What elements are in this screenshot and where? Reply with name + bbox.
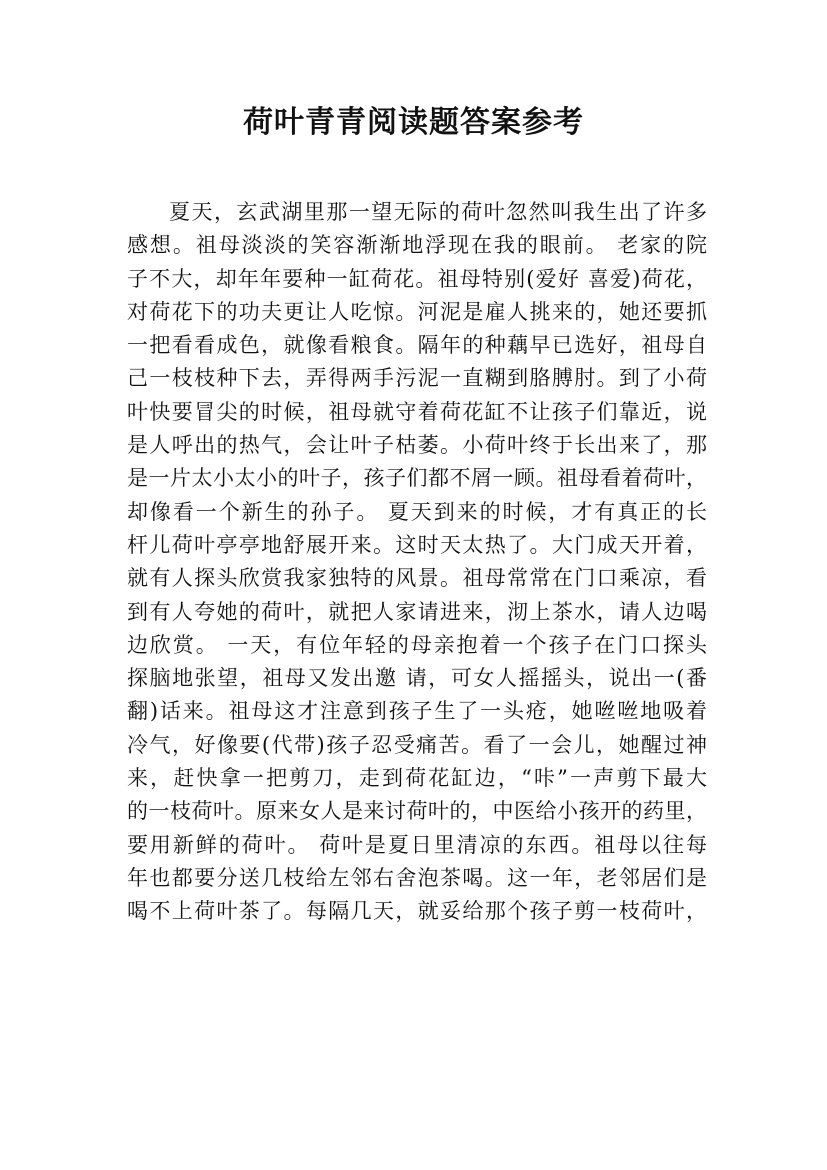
body-line: 冷气，好像要(代带)孩子忍受痛苦。看了一会儿，她醒过神 bbox=[127, 732, 707, 757]
body-line: 夏天，玄武湖里那一望无际的荷叶忽然叫我生出了许多 bbox=[169, 200, 707, 224]
body-line: 喝不上荷叶茶了。每隔几天，就妥给那个孩子剪一枝荷叶， bbox=[127, 899, 707, 924]
body-line: 一把看看成色，就像看粮食。隔年的种藕早已选好，祖母自 bbox=[127, 333, 707, 358]
body-line: 感想。祖母淡淡的笑容渐渐地浮现在我的眼前。 老家的院 bbox=[127, 233, 707, 258]
body-line: 就有人探头欣赏我家独特的风景。祖母常常在门口乘凉，看 bbox=[127, 566, 707, 591]
document-title: 荷叶青青阅读题答案参考 bbox=[243, 105, 584, 140]
body-line: 是人呼出的热气，会让叶子枯萎。小荷叶终于长出来了，那 bbox=[127, 433, 707, 458]
body-line: 翻)话来。祖母这才注意到孩子生了一头疮，她咝咝地吸着 bbox=[127, 699, 707, 724]
body-line: 子不大，却年年要种一缸荷花。祖母特别(爱好 喜爱)荷花， bbox=[127, 266, 707, 291]
document-body bbox=[127, 196, 707, 929]
body-line: 要用新鲜的荷叶。 荷叶是夏日里清凉的东西。祖母以往每 bbox=[127, 832, 707, 857]
body-line: 边欣赏。 一天，有位年轻的母亲抱着一个孩子在门口探头 bbox=[127, 632, 707, 657]
body-line: 叶快要冒尖的时候，祖母就守着荷花缸不让孩子们靠近，说 bbox=[127, 399, 707, 424]
body-line: 对荷花下的功夫更让人吃惊。河泥是雇人挑来的，她还要抓 bbox=[127, 299, 707, 324]
body-line: 是一片太小太小的叶子，孩子们都不屑一顾。祖母看着荷叶， bbox=[127, 466, 707, 491]
body-line: 到有人夸她的荷叶，就把人家请进来，沏上茶水，请人边喝 bbox=[127, 599, 707, 624]
body-line: 来，赶快拿一把剪刀，走到荷花缸边，“咔”一声剪下最大 bbox=[127, 766, 707, 791]
body-line: 探脑地张望，祖母又发出邀 请，可女人摇摇头，说出一(番 bbox=[127, 666, 707, 691]
body-line: 却像看一个新生的孙子。 夏天到来的时候，才有真正的长 bbox=[127, 499, 707, 524]
body-line: 杆儿荷叶亭亭地舒展开来。这时天太热了。大门成天开着， bbox=[127, 532, 707, 557]
body-line: 的一枝荷叶。原来女人是来讨荷叶的，中医给小孩开的药里， bbox=[127, 799, 707, 824]
body-line: 年也都要分送几枝给左邻右舍泡茶喝。这一年，老邻居们是 bbox=[127, 865, 707, 890]
body-line: 己一枝枝种下去，弄得两手污泥一直糊到胳膊肘。到了小荷 bbox=[127, 366, 707, 391]
